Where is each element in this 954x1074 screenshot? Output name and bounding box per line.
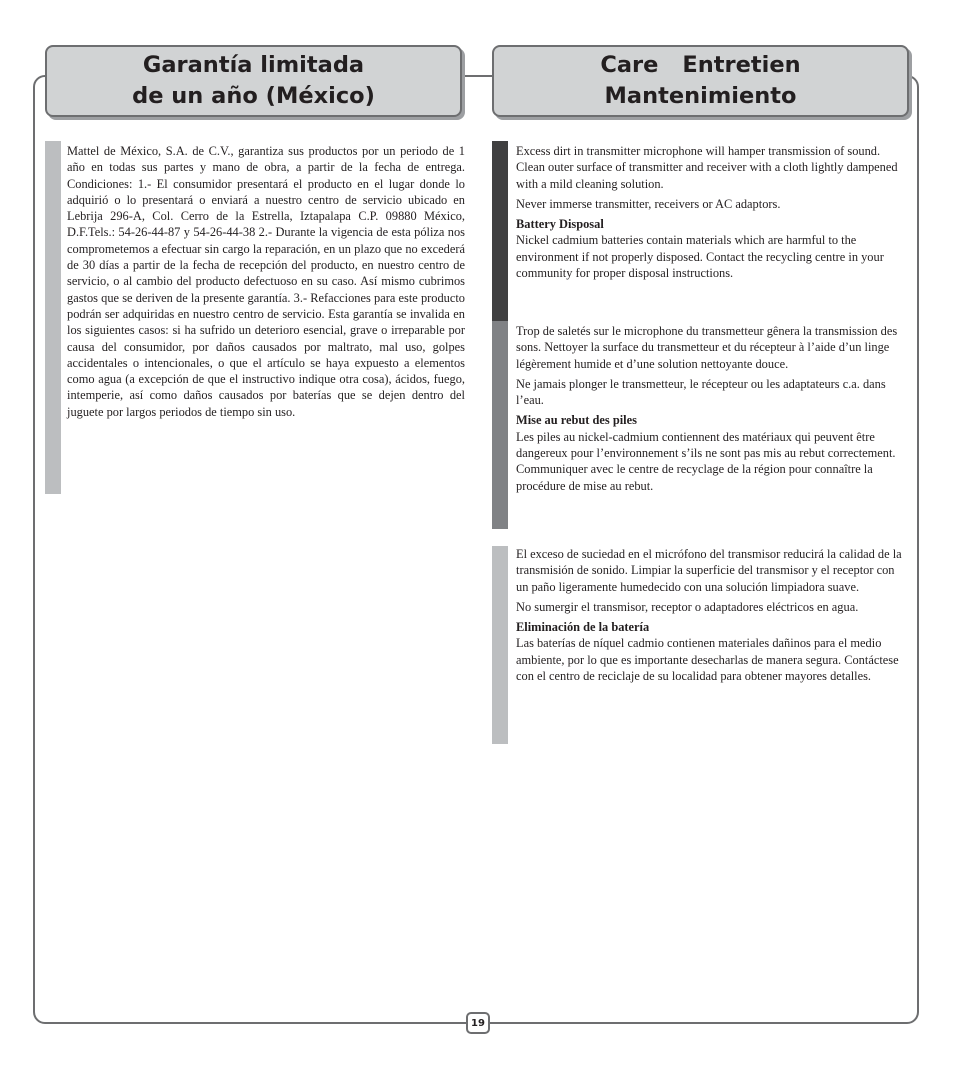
warranty-title-line2: de un año (México) [132,83,375,109]
warranty-bar [45,141,61,494]
english-care-text [516,143,909,285]
care-title-fr: Entretien [682,52,801,78]
warranty-text [67,143,465,424]
warranty-title-line1: Garantía limitada [142,52,365,78]
english-p2: Never immerse transmitter, receivers or AC adaptors. [516,196,781,211]
english-bar [492,141,508,333]
french-p2: Ne jamais plonger le transmetteur, le récepteur ou les adaptateurs c.a. dans l’eau. [516,376,886,408]
care-title-en: Care [600,52,659,78]
english-p1: Excess dirt in transmitter microphone will hamper transmission of sound. Clean outer surface of transmitter and receiver with a cloth lightly dampened with a mild cleaning solution. [516,144,898,191]
care-header [492,45,909,117]
spanish-bar [492,546,508,744]
page-number: 19 [466,1012,490,1034]
spanish-heading: Eliminación de la batería [516,620,650,635]
spanish-p1: El exceso de suciedad en el micrófono del transmisor reducirá la calidad de la transmisión de sonido. Limpiar la superficie del transmisor y el receptor con un paño ligeramente humedecido con una solución limpiadora suave. [516,547,902,594]
french-heading: Mise au rebut des piles [516,413,637,428]
french-bar [492,321,508,529]
care-title-line1 [588,50,812,81]
spanish-care-text [516,546,909,688]
spanish-p3: Las baterías de níquel cadmio contienen materiales dañinos para el medio ambiente, por lo que es importante desecharlas de manera segura. Contáctese con el centro de reciclaje de su localidad para obtener mayores detalles. [516,636,899,684]
french-p3: Les piles au nickel-cadmium contiennent des matériaux qui peuvent être dangereux pour l’environnement s’ils ne sont pas mis au rebut correctement. Communiquer avec le centre de recyclage de la région pour connaître la procédure de mise au rebut. [516,429,896,493]
english-p3: Nickel cadmium batteries contain materials which are harmful to the environment if not properly disposed. Contact the recycling centre in your community for proper disposal instructions. [516,233,884,281]
warranty-body: Mattel de México, S.A. de C.V., garantiza sus productos por un periodo de 1 año en todas sus partes y mano de obra, a partir de la fecha de entrega. Condiciones: 1.- El consumidor presentará el producto en el lugar donde lo adquirió o lo presentará o enviará a nuestro centro de servicio ubicado en Lebrija 296-A, Col. Cerro de la Estrella, Iztapalapa C.P. 09880 México, D.F.Tels.: 54-26-44-87 y 54-26-44-38 2.- Durante la vigencia de esta póliza nos comprometemos a efectuar sin cargo la reparación, en un plazo que no excederá de 30 días a partir de la fecha de recepción del producto, en nuestro centro de servicio, o al cambio del producto defectuoso en su caso. Así mismo cubrimos gastos que se deriven de la presente garantía. 3.- Refacciones para este producto podrán ser adquiridas en nuestro centro de servicio. Esta garantía se invalida en los siguientes casos: si ha sufrido un deterioro esencial, grave o irreparable por causa del consumidor, por daños causados por maltrato, mal uso, golpes accidentales o intencionales, o que el artículo se haya expuesto a elementos como agua (a excepción de que el instructivo indique otra cosa), ácidos, fuego, intemperie, así como daños causados por baterías que se dejen dentro del juguete por largos periodos de tiempo sin uso. [67,144,465,419]
french-care-text [516,323,909,498]
care-title-es: Mantenimiento [604,83,797,109]
warranty-header [45,45,462,117]
spanish-p2: No sumergir el transmisor, receptor o adaptadores eléctricos en agua. [516,599,859,614]
french-p1: Trop de saletés sur le microphone du transmetteur gênera la transmission des sons. Nettoyer la surface du transmetteur et du récepteur à l’aide d’un linge légèrement humide et d’une solution nettoyante douce. [516,324,898,371]
english-heading: Battery Disposal [516,217,604,232]
